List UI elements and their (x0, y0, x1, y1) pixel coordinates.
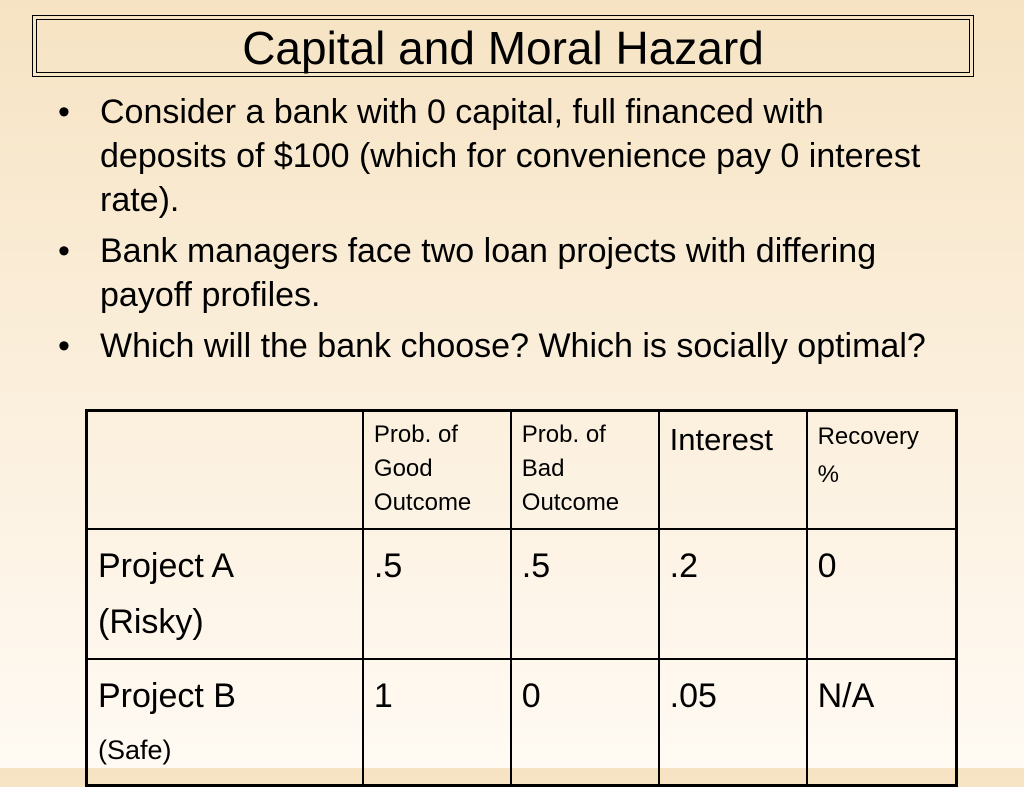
prob-good-cell: 1 (363, 659, 511, 786)
header-recovery-percent: % (817, 461, 839, 488)
bullet-text: Bank managers face two loan projects with differing payoff profiles. (100, 232, 877, 314)
project-type: (Risky) (98, 603, 204, 641)
bullet-text: Consider a bank with 0 capital, full financed with deposits of $100 (which for convenience pay 0 interest rate). (100, 93, 921, 219)
slide-title-box (32, 15, 974, 77)
project-name: Project A (98, 547, 235, 585)
header-recovery-label: Recovery (817, 423, 919, 450)
header-cell-interest: Interest (659, 411, 807, 530)
bullet-list (58, 90, 938, 375)
recovery-cell: 0 (807, 529, 957, 659)
bullet-icon: • (58, 232, 70, 270)
interest-cell: .05 (659, 659, 807, 786)
bullet-item (58, 324, 938, 368)
bullet-icon: • (58, 327, 70, 365)
header-cell-prob-bad: Prob. of Bad Outcome (511, 411, 659, 530)
header-cell-recovery (807, 411, 957, 530)
bullet-item (58, 90, 938, 222)
table-row (87, 659, 957, 786)
slide-title: Capital and Moral Hazard (242, 22, 764, 74)
project-type: (Safe) (98, 735, 172, 765)
project-name: Project B (98, 677, 236, 715)
header-cell-prob-good: Prob. of Good Outcome (363, 411, 511, 530)
table-header-row (87, 411, 957, 530)
bullet-text: Which will the bank choose? Which is socially optimal? (100, 327, 926, 365)
bullet-item (58, 229, 938, 317)
bullet-icon: • (58, 93, 70, 131)
header-cell-empty (87, 411, 363, 530)
table-row (87, 529, 957, 659)
project-table (85, 409, 958, 787)
recovery-cell: N/A (807, 659, 957, 786)
project-name-cell (87, 529, 363, 659)
project-name-cell (87, 659, 363, 786)
interest-cell: .2 (659, 529, 807, 659)
prob-good-cell: .5 (363, 529, 511, 659)
prob-bad-cell: 0 (511, 659, 659, 786)
prob-bad-cell: .5 (511, 529, 659, 659)
